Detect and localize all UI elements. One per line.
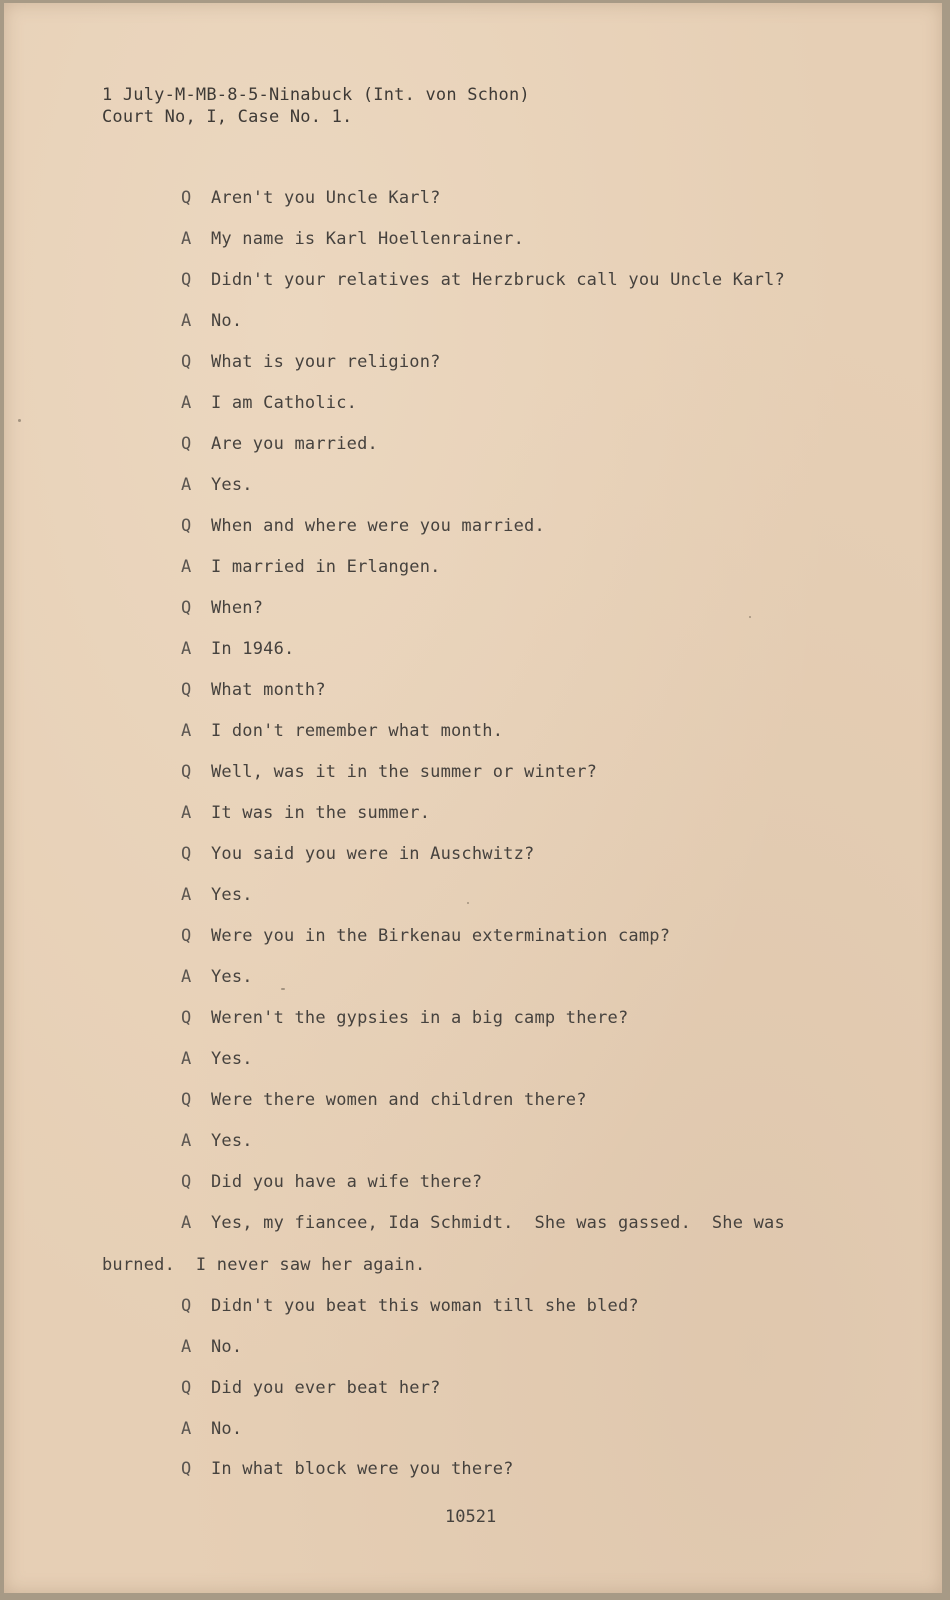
transcript-line (181, 515, 545, 537)
transcript-line (181, 925, 670, 947)
transcript-line (181, 187, 441, 209)
transcript-line (181, 884, 253, 906)
speaker-marker: A (181, 967, 192, 987)
transcript-line (181, 597, 263, 619)
line-text: Yes. (211, 1049, 253, 1069)
line-text: Did you have a wife there? (211, 1172, 483, 1192)
speaker-marker: A (181, 311, 192, 331)
speaker-marker: A (181, 393, 192, 413)
speaker-marker: A (181, 475, 192, 495)
line-text: Weren't the gypsies in a big camp there? (211, 1008, 629, 1028)
speaker-marker: Q (181, 1090, 192, 1110)
speaker-marker: Q (181, 680, 192, 700)
line-text: It was in the summer. (211, 803, 431, 823)
header-court-case: Court No, I, Case No. 1. (102, 107, 353, 127)
line-text: In what block were you there? (211, 1459, 514, 1479)
line-text: No. (211, 1419, 243, 1439)
speaker-marker: A (181, 1419, 192, 1439)
transcript-continuation-line (102, 1254, 425, 1276)
transcript-line (181, 392, 357, 414)
line-text: My name is Karl Hoellenrainer. (211, 229, 525, 249)
speaker-marker: Q (181, 926, 192, 946)
line-text: Are you married. (211, 434, 378, 454)
line-text: No. (211, 311, 243, 331)
speaker-marker: Q (181, 1378, 192, 1398)
transcript-line (181, 1295, 639, 1317)
speaker-marker: A (181, 229, 192, 249)
transcript-line (181, 679, 326, 701)
transcript-line (181, 802, 430, 824)
speaker-marker: Q (181, 1459, 192, 1479)
speaker-marker: Q (181, 1008, 192, 1028)
speaker-marker: A (181, 1213, 192, 1233)
line-text: Were you in the Birkenau extermination camp? (211, 926, 671, 946)
speaker-marker: A (181, 557, 192, 577)
speaker-marker: Q (181, 598, 192, 618)
transcript-line (181, 474, 253, 496)
line-text: What month? (211, 680, 326, 700)
transcript-line (181, 1048, 253, 1070)
transcript-line (181, 1130, 253, 1152)
transcript-line (181, 556, 441, 578)
line-text: Yes, my fiancee, Ida Schmidt. She was gassed. She was (211, 1213, 785, 1233)
speaker-marker: Q (181, 434, 192, 454)
speaker-marker: Q (181, 1296, 192, 1316)
document-header (102, 84, 530, 128)
line-text: When and where were you married. (211, 516, 545, 536)
speaker-marker: Q (181, 762, 192, 782)
line-text: I don't remember what month. (211, 721, 504, 741)
line-text: No. (211, 1337, 243, 1357)
speaker-marker: A (181, 721, 192, 741)
speaker-marker: Q (181, 188, 192, 208)
speaker-marker: A (181, 1131, 192, 1151)
line-text: When? (211, 598, 264, 618)
line-text: You said you were in Auschwitz? (211, 844, 535, 864)
transcript-line (181, 1089, 587, 1111)
line-text: I am Catholic. (211, 393, 358, 413)
transcript-line (181, 720, 503, 742)
page-number: 10521 (445, 1507, 497, 1527)
line-text: Didn't your relatives at Herzbruck call you Uncle Karl? (211, 270, 785, 290)
transcript-line (181, 638, 294, 660)
line-text: Yes. (211, 1131, 253, 1151)
transcript-line (181, 351, 441, 373)
transcript-line (181, 761, 597, 783)
transcript-line (181, 843, 534, 865)
paper-speck (281, 988, 285, 990)
transcript-line (181, 1418, 242, 1440)
paper-speck (467, 902, 469, 904)
line-text: Were there women and children there? (211, 1090, 587, 1110)
line-text: Aren't you Uncle Karl? (211, 188, 441, 208)
line-text: Did you ever beat her? (211, 1378, 441, 1398)
paper-speck (749, 616, 751, 618)
transcript-line (181, 966, 253, 988)
speaker-marker: A (181, 803, 192, 823)
line-text: What is your religion? (211, 352, 441, 372)
speaker-marker: A (181, 1337, 192, 1357)
line-text: Didn't you beat this woman till she bled? (211, 1296, 639, 1316)
speaker-marker: Q (181, 516, 192, 536)
speaker-marker: Q (181, 352, 192, 372)
transcript-line (181, 310, 242, 332)
line-text: Well, was it in the summer or winter? (211, 762, 598, 782)
line-text: I married in Erlangen. (211, 557, 441, 577)
speaker-marker: A (181, 639, 192, 659)
speaker-marker: A (181, 885, 192, 905)
transcript-line (181, 433, 378, 455)
speaker-marker: Q (181, 1172, 192, 1192)
line-text: burned. I never saw her again. (102, 1255, 426, 1275)
header-case-reference: 1 July-M-MB-8-5-Ninabuck (Int. von Schon) (102, 85, 530, 105)
transcript-line (181, 1336, 242, 1358)
speaker-marker: Q (181, 844, 192, 864)
transcript-line (181, 1377, 441, 1399)
line-text: Yes. (211, 475, 253, 495)
document-page (4, 3, 942, 1593)
speaker-marker: A (181, 1049, 192, 1069)
transcript-line (181, 1007, 628, 1029)
paper-speck (18, 419, 21, 422)
line-text: Yes. (211, 885, 253, 905)
transcript-line (181, 1171, 482, 1193)
line-text: In 1946. (211, 639, 295, 659)
speaker-marker: Q (181, 270, 192, 290)
transcript-line (181, 1458, 514, 1480)
transcript-line (181, 269, 785, 291)
transcript-line (181, 1212, 785, 1234)
transcript-line (181, 228, 524, 250)
line-text: Yes. (211, 967, 253, 987)
